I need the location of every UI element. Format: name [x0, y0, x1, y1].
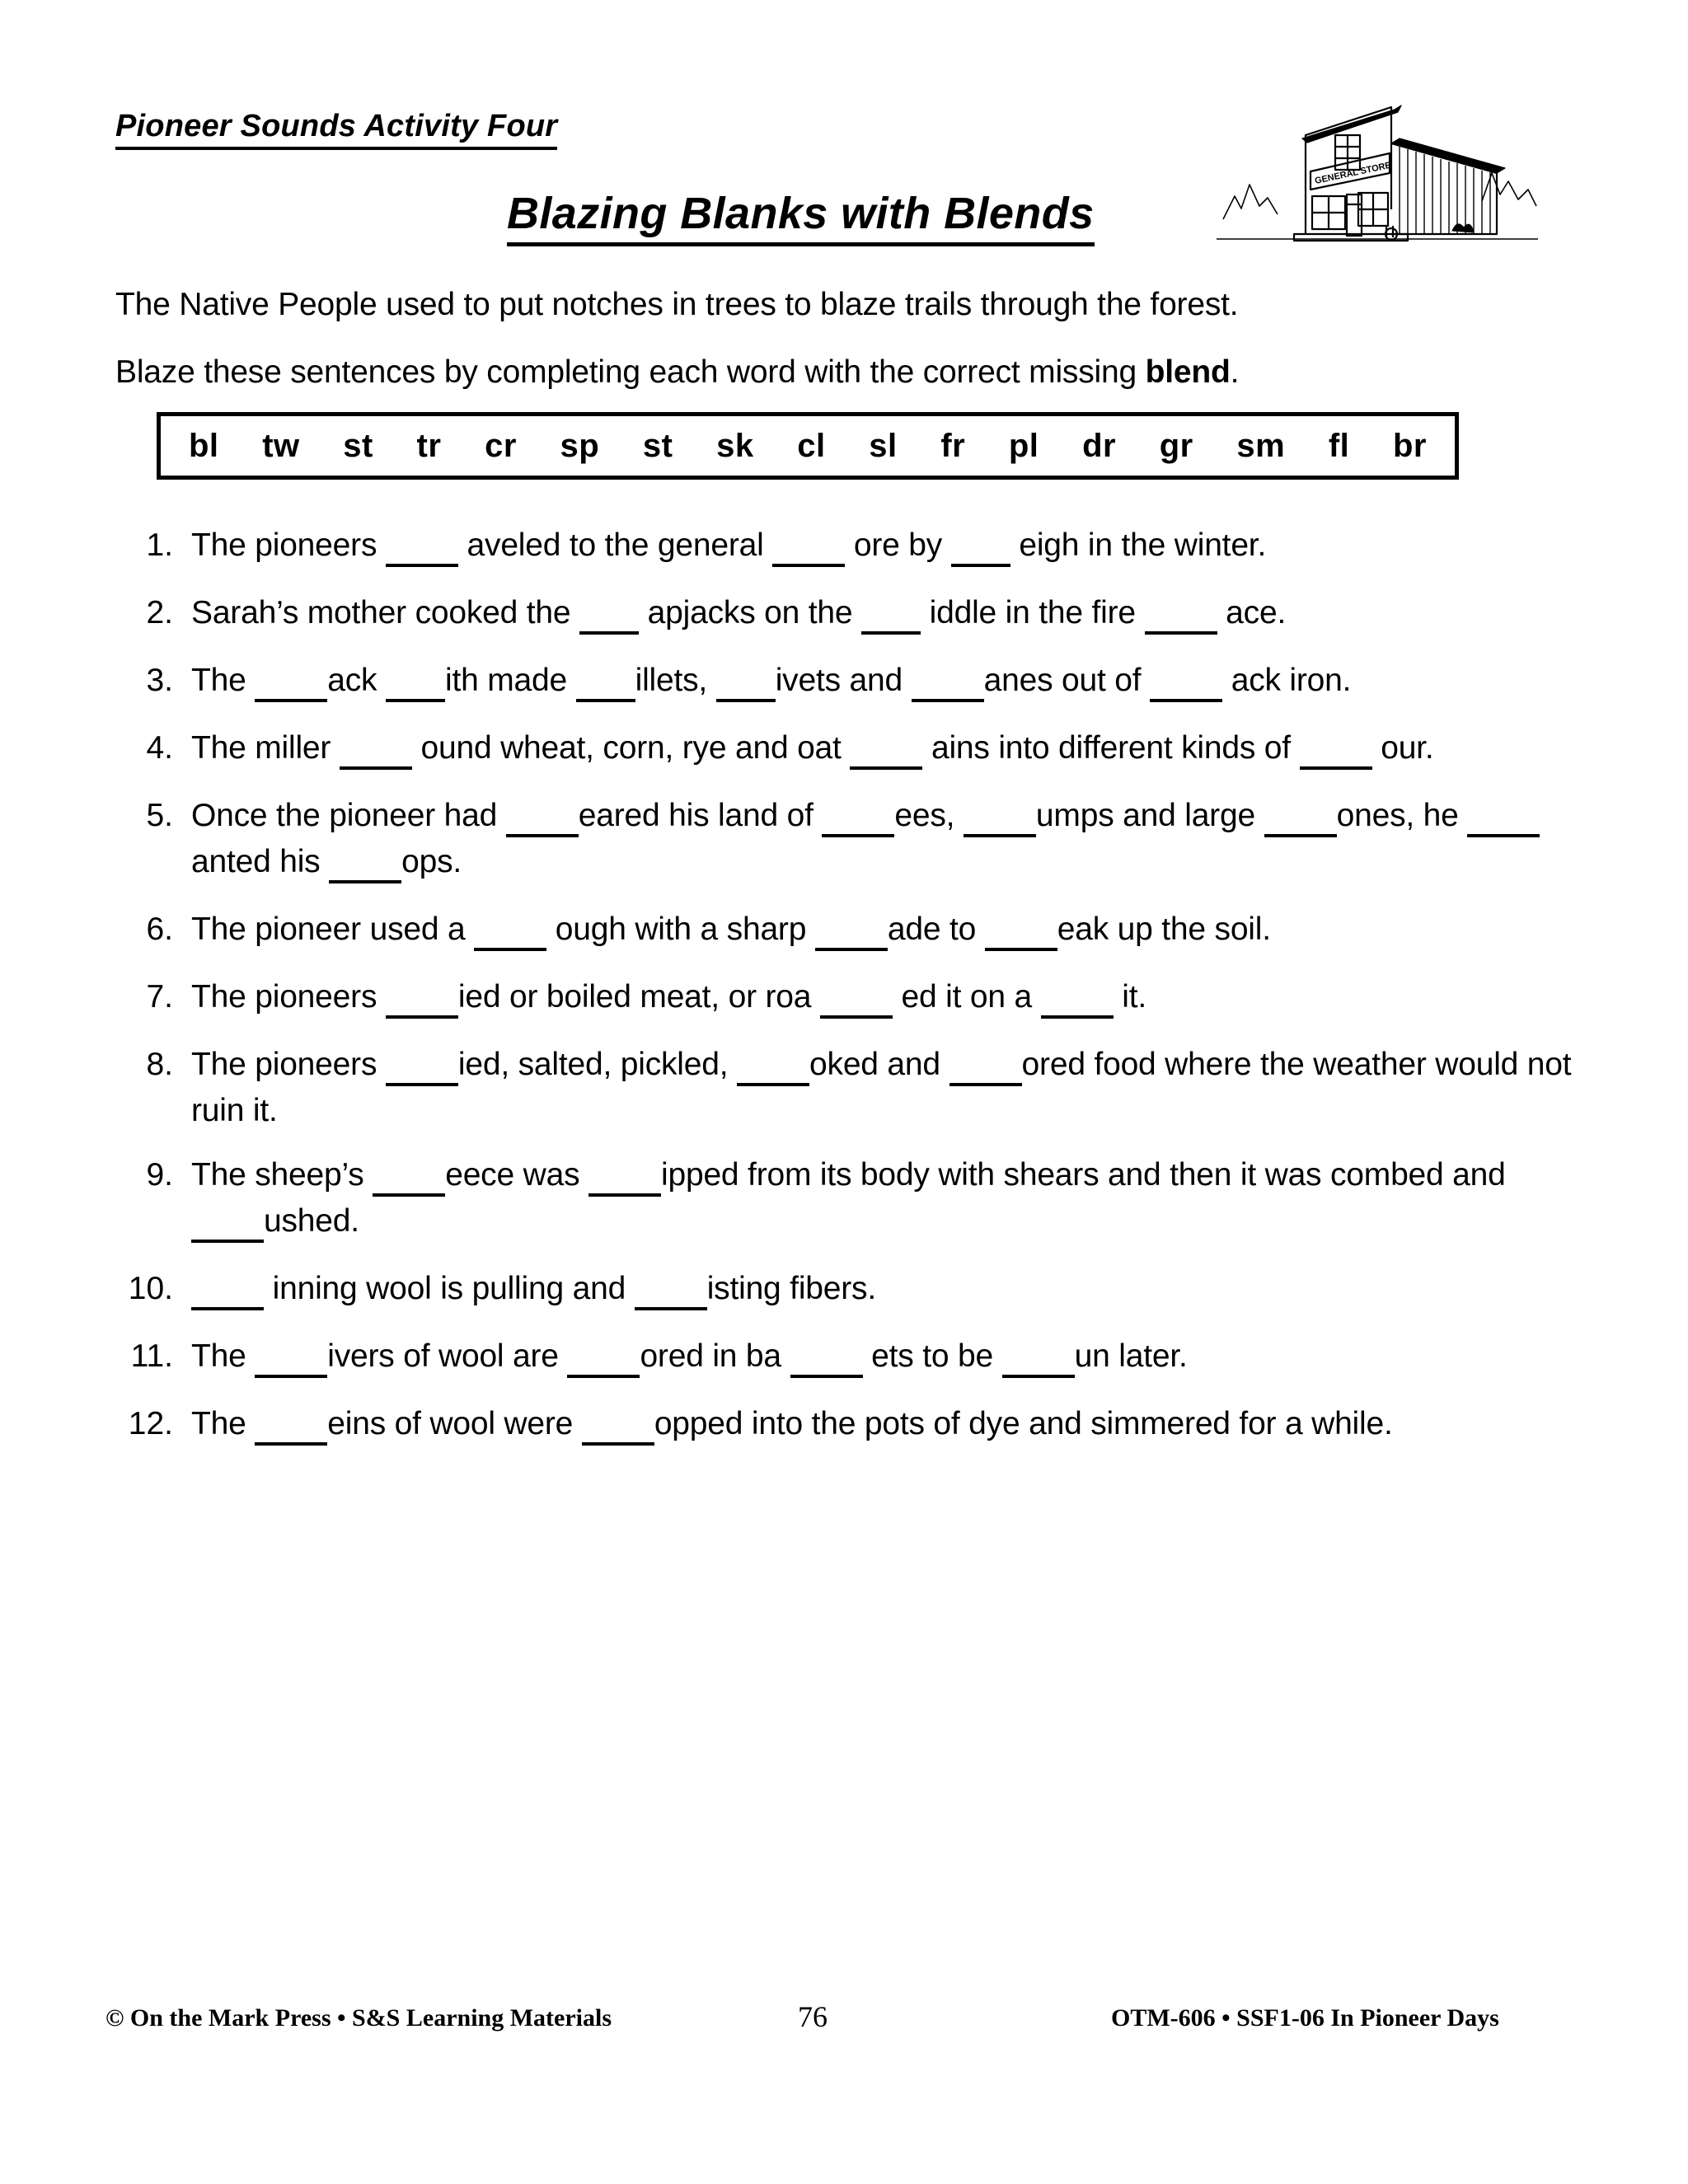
answer-blank[interactable]: [329, 837, 401, 883]
answer-blank[interactable]: [1150, 656, 1222, 702]
answer-blank[interactable]: [1300, 724, 1372, 770]
blend-item: gr: [1159, 427, 1193, 464]
answer-blank[interactable]: [386, 521, 458, 567]
answer-blank[interactable]: [567, 1332, 640, 1378]
instruction-line-2: [115, 354, 1239, 391]
footer-page-number: 76: [798, 2000, 828, 2033]
page-footer: [0, 2000, 1688, 2049]
general-store-icon: [1217, 64, 1538, 247]
question-item: [115, 727, 1582, 773]
question-text: [191, 1403, 1582, 1449]
question-text-segment: iddle in the fire: [921, 595, 1145, 630]
question-item: [115, 794, 1582, 887]
answer-blank[interactable]: [255, 656, 327, 702]
question-text-segment: Sarah’s mother cooked the: [191, 595, 580, 630]
question-text-segment: ones, he: [1336, 798, 1468, 833]
question-text-segment: The sheep’s: [191, 1157, 373, 1193]
blend-item: sl: [869, 427, 898, 464]
footer-copyright: © On the Mark Press • S&S Learning Materials: [106, 2004, 612, 2032]
blend-item: dr: [1082, 427, 1117, 464]
answer-blank[interactable]: [635, 1264, 707, 1310]
answer-blank[interactable]: [191, 1264, 264, 1310]
question-item: [115, 1043, 1582, 1132]
answer-blank[interactable]: [912, 656, 984, 702]
question-text-segment: The pioneers: [191, 1047, 386, 1082]
question-item: [115, 1154, 1582, 1246]
general-store-illustration: [1217, 64, 1538, 247]
question-list: [115, 524, 1582, 1470]
question-text-segment: The pioneers: [191, 979, 386, 1015]
question-text-segment: apjacks on the: [639, 595, 862, 630]
answer-blank[interactable]: [950, 1040, 1022, 1086]
answer-blank[interactable]: [1264, 791, 1337, 837]
question-text-segment: The: [191, 1338, 256, 1374]
answer-blank[interactable]: [576, 656, 635, 702]
blend-item: st: [642, 427, 673, 464]
question-text: [191, 1154, 1582, 1246]
blend-item: sm: [1236, 427, 1286, 464]
answer-blank[interactable]: [850, 724, 922, 770]
answer-blank[interactable]: [822, 791, 894, 837]
answer-blank[interactable]: [255, 1399, 327, 1446]
answer-blank[interactable]: [474, 905, 546, 951]
question-item: [115, 524, 1582, 570]
answer-blank[interactable]: [964, 791, 1036, 837]
answer-blank[interactable]: [716, 656, 776, 702]
question-text-segment: ace.: [1217, 595, 1287, 630]
blend-item: tw: [262, 427, 300, 464]
question-text: [191, 794, 1582, 887]
question-text-segment: ets to be: [862, 1338, 1002, 1374]
question-text-segment: ied, salted, pickled,: [457, 1047, 738, 1082]
question-number: 3.: [146, 663, 173, 698]
blend-item: tr: [416, 427, 442, 464]
question-number: 4.: [146, 730, 173, 766]
instruction-line-1: The Native People used to put notches in trees to blaze trails through the forest.: [115, 287, 1239, 322]
answer-blank[interactable]: [191, 1197, 264, 1243]
question-text: [191, 1043, 1582, 1132]
question-number: 10.: [128, 1271, 173, 1306]
blend-item: cr: [485, 427, 517, 464]
answer-blank[interactable]: [588, 1151, 661, 1197]
question-text-segment: aveled to the general: [457, 527, 773, 563]
blend-item: sk: [716, 427, 754, 464]
blend-item: sp: [560, 427, 600, 464]
page-title: Blazing Blanks with Blends: [507, 188, 1095, 246]
store-sign-text: GENERAL STORE: [1314, 160, 1392, 186]
question-text-segment: ivers of wool are: [327, 1338, 568, 1374]
question-text: [191, 727, 1582, 773]
question-text-segment: ed it on a: [892, 979, 1041, 1015]
question-text-segment: eak up the soil.: [1057, 912, 1271, 947]
answer-blank[interactable]: [790, 1332, 863, 1378]
blend-item: cl: [797, 427, 826, 464]
answer-blank[interactable]: [386, 656, 445, 702]
answer-blank[interactable]: [1467, 791, 1540, 837]
question-text-segment: ore by: [845, 527, 951, 563]
question-text-segment: The: [191, 663, 256, 698]
question-number: 8.: [146, 1047, 173, 1082]
question-text: [191, 1335, 1582, 1381]
question-text-segment: illets,: [635, 663, 716, 698]
question-text-segment: Once the pioneer had: [191, 798, 506, 833]
question-text-segment: ored in ba: [640, 1338, 790, 1374]
answer-blank[interactable]: [815, 905, 888, 951]
question-number: 9.: [146, 1157, 173, 1193]
blend-item: st: [343, 427, 373, 464]
activity-header: Pioneer Sounds Activity Four: [115, 109, 557, 150]
question-item: [115, 976, 1582, 1022]
question-text-segment: inning wool is pulling and: [264, 1271, 635, 1306]
question-item: [115, 592, 1582, 638]
question-text-segment: The pioneer used a: [191, 912, 475, 947]
question-number: 11.: [130, 1338, 173, 1374]
answer-blank[interactable]: [951, 521, 1010, 567]
question-number: 12.: [128, 1406, 173, 1441]
footer-product-code: OTM-606 • SSF1-06 In Pioneer Days: [1111, 2004, 1499, 2032]
answer-blank[interactable]: [582, 1399, 654, 1446]
question-text: [191, 908, 1582, 954]
instruction-line-2-text: Blaze these sentences by completing each word with the correct missing: [115, 354, 1146, 390]
question-text-segment: eece was: [445, 1157, 588, 1193]
question-text-segment: anes out of: [983, 663, 1151, 698]
question-number: 6.: [146, 912, 173, 947]
answer-blank[interactable]: [340, 724, 412, 770]
question-item: [115, 1268, 1582, 1314]
answer-blank[interactable]: [373, 1151, 445, 1197]
question-text-segment: eigh in the winter.: [1010, 527, 1267, 563]
question-text-segment: un later.: [1074, 1338, 1188, 1374]
question-number: 2.: [146, 595, 173, 630]
answer-blank[interactable]: [985, 905, 1057, 951]
question-text-segment: ops.: [401, 844, 462, 879]
answer-blank[interactable]: [820, 972, 893, 1019]
answer-blank[interactable]: [386, 1040, 458, 1086]
answer-blank[interactable]: [861, 588, 921, 635]
blend-item: fr: [940, 427, 966, 464]
question-text-segment: The miller: [191, 730, 340, 766]
question-text: [191, 1268, 1582, 1314]
question-text-segment: our.: [1372, 730, 1434, 766]
question-text-segment: ored food where the weather would not ruin it.: [191, 1047, 1572, 1128]
question-text-segment: ains into different kinds of: [922, 730, 1300, 766]
question-number: 1.: [146, 527, 173, 563]
answer-blank[interactable]: [579, 588, 639, 635]
question-text-segment: ied or boiled meat, or roa: [457, 979, 820, 1015]
question-item: [115, 908, 1582, 954]
question-text-segment: ipped from its body with shears and then it was combed and: [661, 1157, 1506, 1193]
question-text-segment: The pioneers: [191, 527, 386, 563]
question-text: [191, 524, 1582, 570]
blend-item: br: [1392, 427, 1427, 464]
question-text-segment: ees,: [894, 798, 964, 833]
question-text-segment: umps and large: [1035, 798, 1264, 833]
answer-blank[interactable]: [1145, 588, 1217, 635]
question-item: [115, 1403, 1582, 1449]
question-text-segment: ith made: [444, 663, 576, 698]
question-text-segment: ack iron.: [1222, 663, 1352, 698]
question-text: [191, 976, 1582, 1022]
question-item: [115, 659, 1582, 705]
question-text-segment: oked and: [809, 1047, 950, 1082]
question-text-segment: anted his: [191, 844, 330, 879]
question-text-segment: ivets and: [775, 663, 912, 698]
answer-blank[interactable]: [255, 1332, 327, 1378]
question-number: 7.: [146, 979, 173, 1015]
question-text-segment: eared his land of: [578, 798, 823, 833]
answer-blank[interactable]: [1002, 1332, 1075, 1378]
blend-word-bank: [157, 412, 1459, 480]
answer-blank[interactable]: [506, 791, 579, 837]
answer-blank[interactable]: [386, 972, 458, 1019]
answer-blank[interactable]: [737, 1040, 809, 1086]
question-text-segment: ound wheat, corn, rye and oat: [411, 730, 851, 766]
blend-item: fl: [1328, 427, 1350, 464]
question-text-segment: isting fibers.: [706, 1271, 876, 1306]
answer-blank[interactable]: [772, 521, 845, 567]
question-text-segment: ushed.: [264, 1203, 359, 1239]
question-text-segment: opped into the pots of dye and simmered for a while.: [654, 1406, 1393, 1441]
question-text-segment: ade to: [887, 912, 985, 947]
question-text-segment: ack: [327, 663, 386, 698]
blend-item: pl: [1008, 427, 1039, 464]
question-text-segment: The: [191, 1406, 256, 1441]
question-text-segment: it.: [1113, 979, 1147, 1015]
question-number: 5.: [146, 798, 173, 833]
blend-item: bl: [189, 427, 219, 464]
instruction-blend-emphasis: blend: [1145, 354, 1231, 390]
instruction-line-2-period: .: [1230, 354, 1240, 390]
question-item: [115, 1335, 1582, 1381]
question-text-segment: ough with a sharp: [546, 912, 815, 947]
answer-blank[interactable]: [1041, 972, 1114, 1019]
question-text: [191, 659, 1582, 705]
question-text: [191, 592, 1582, 638]
question-text-segment: eins of wool were: [327, 1406, 582, 1441]
